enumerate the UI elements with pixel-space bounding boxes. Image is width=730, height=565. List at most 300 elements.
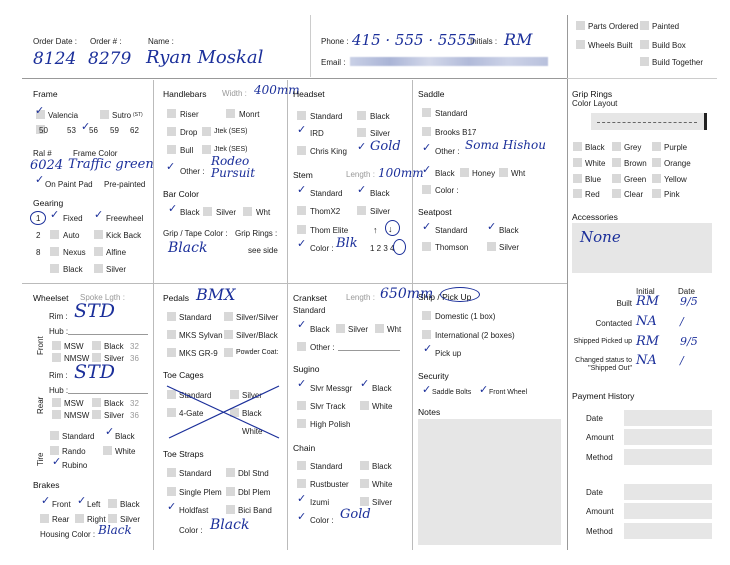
rando-label: Rando <box>62 447 86 456</box>
single-plem-label: Single Plem <box>179 488 222 497</box>
size-59-label: 59 <box>110 126 119 135</box>
sutro-label: Sutro <box>112 111 132 120</box>
thom-elite-checkbox[interactable] <box>297 225 306 234</box>
rear-nmsw-checkbox[interactable] <box>52 410 61 419</box>
check-icon: ✓ <box>422 163 432 176</box>
tracking-initial-value[interactable]: RM <box>636 334 660 349</box>
layout-dashes <box>597 122 697 123</box>
check-icon: ✓ <box>297 510 307 523</box>
drop-checkbox[interactable] <box>167 127 176 136</box>
order-date-label: Order Date : <box>33 37 78 46</box>
grip-color-value[interactable]: Black <box>168 240 208 256</box>
chain-standard-label: Standard <box>310 462 343 471</box>
payment-date-label: Date <box>586 414 603 423</box>
chain-color-value[interactable]: Gold <box>340 507 371 522</box>
check-icon: ✓ <box>297 492 307 505</box>
izumi-label: Izumi <box>310 498 330 507</box>
saddle-other-label: Other : <box>435 147 460 156</box>
holdfast-label: Holdfast <box>179 506 209 515</box>
chain-silver-checkbox[interactable] <box>360 497 369 506</box>
chain-black-label: Black <box>372 462 392 471</box>
grip-white-checkbox[interactable] <box>573 158 582 167</box>
grip-black-label: Black <box>585 143 605 152</box>
initials-label: Initials : <box>470 37 498 46</box>
jtek-checkbox-2[interactable] <box>202 145 211 154</box>
crank-standard-label: Standard <box>293 306 326 315</box>
front-black-checkbox[interactable] <box>92 341 101 350</box>
date-col-label: Date <box>678 287 695 296</box>
strap-color-value[interactable]: Black <box>210 517 250 533</box>
tire-white-label: White <box>115 447 136 456</box>
mks-sylvan-label: MKS Sylvan <box>179 331 223 340</box>
ral-value[interactable]: 6024 <box>30 158 64 173</box>
check-icon: ✓ <box>35 104 45 117</box>
check-icon: ✓ <box>50 208 60 221</box>
bar-wht-label: Wht <box>256 208 271 217</box>
saddle-honey-checkbox[interactable] <box>460 168 469 177</box>
front-nmsw-checkbox[interactable] <box>52 353 61 362</box>
rear-silver-checkbox[interactable] <box>92 410 101 419</box>
sutro-checkbox[interactable] <box>100 110 109 119</box>
auto-checkbox[interactable] <box>50 230 59 239</box>
sugino-white-checkbox[interactable] <box>360 401 369 410</box>
build-together-checkbox[interactable] <box>640 57 649 66</box>
rear-36-label: 36 <box>130 411 139 420</box>
grip-rings-title: Grip Rings <box>572 89 613 99</box>
front-black-label: Black <box>104 342 124 351</box>
grip-black-checkbox[interactable] <box>573 142 582 151</box>
domestic-checkbox[interactable] <box>422 311 431 320</box>
grip-red-checkbox[interactable] <box>573 189 582 198</box>
cage-white-label: White <box>242 427 263 436</box>
gear-1-label: 1 <box>36 214 41 223</box>
bici-band-label: Bici Band <box>238 506 272 515</box>
bar-black-label: Black <box>180 208 200 217</box>
rubino-label: Rubino <box>62 461 88 470</box>
bull-label: Bull <box>180 146 194 155</box>
chain-white-checkbox[interactable] <box>360 479 369 488</box>
wheelset-title: Wheelset <box>33 293 69 303</box>
rear-silver-label: Silver <box>104 411 125 420</box>
payment-amount-label: Amount <box>586 433 614 442</box>
stem-black-label: Black <box>370 189 390 198</box>
circle-mark <box>440 287 480 302</box>
valencia-label: Valencia <box>48 111 79 120</box>
front-msw-checkbox[interactable] <box>52 341 61 350</box>
tire-standard-label: Standard <box>62 432 95 441</box>
on-paint-pad-label: On Paint Pad <box>45 180 93 189</box>
front-rim-value[interactable]: STD <box>74 300 115 322</box>
four-gate-label: 4-Gate <box>179 409 204 418</box>
saddle-wht-checkbox[interactable] <box>499 168 508 177</box>
stem-color-value[interactable]: Blk <box>336 236 358 251</box>
housing-color-value[interactable]: Black <box>98 523 132 537</box>
headset-silver-label: Silver <box>370 129 391 138</box>
initials-value[interactable]: RM <box>504 30 533 49</box>
headset-gold-value[interactable]: Gold <box>370 139 401 154</box>
width-value[interactable]: 400mm <box>254 83 300 97</box>
crank-other-label: Other : <box>310 343 335 352</box>
brakes-black-label: Black <box>120 500 140 509</box>
alfine-checkbox[interactable] <box>94 247 103 256</box>
build-box-checkbox[interactable] <box>640 40 649 49</box>
build-box-label: Build Box <box>652 41 686 50</box>
brakes-left-label: Left <box>87 500 101 509</box>
tire-standard-checkbox[interactable] <box>50 431 59 440</box>
customer-name-value[interactable]: Ryan Moskal <box>146 47 264 68</box>
high-polish-checkbox[interactable] <box>297 419 306 428</box>
dbl-plem-label: Dbl Plem <box>238 488 271 497</box>
pedals-value[interactable]: BMX <box>196 285 236 304</box>
seatpost-black-label: Black <box>499 226 519 235</box>
check-icon: ✓ <box>35 173 45 186</box>
stem-length-value[interactable]: 100mm <box>378 166 424 180</box>
sugino-black-label: Black <box>372 384 392 393</box>
brakes-right-checkbox[interactable] <box>75 514 84 523</box>
size-62-label: 62 <box>130 126 139 135</box>
gear-silver-checkbox[interactable] <box>94 264 103 273</box>
grip-green-label: Green <box>624 175 647 184</box>
grip-orange-checkbox[interactable] <box>652 158 661 167</box>
powder-coat-checkbox[interactable] <box>224 348 233 357</box>
rear-hub-label: Hub : <box>49 386 69 395</box>
rear-nmsw-label: NMSW <box>64 411 90 420</box>
grip-blue-checkbox[interactable] <box>573 174 582 183</box>
saddle-wht-label: Wht <box>511 169 526 178</box>
check-icon: ✓ <box>297 318 307 331</box>
parts-ordered-label: Parts Ordered <box>588 22 639 31</box>
crank-wht-label: Wht <box>387 325 402 334</box>
headset-standard-label: Standard <box>310 112 343 121</box>
gear-silver-label: Silver <box>106 265 127 274</box>
payment-amount-label: Amount <box>586 507 614 516</box>
stem-down-icon: ↓ <box>388 224 393 234</box>
bar-wht-checkbox[interactable] <box>243 207 252 216</box>
grip-grey-label: Grey <box>624 143 642 152</box>
saddle-honey-label: Honey <box>472 169 496 178</box>
check-icon: ✓ <box>297 377 307 390</box>
ral-label: Ral # <box>33 149 52 158</box>
notes-field[interactable] <box>418 419 561 545</box>
crank-black-label: Black <box>310 325 330 334</box>
phone-value[interactable]: 415 · 555 · 5555 <box>352 31 477 49</box>
chris-king-label: Chris King <box>310 147 347 156</box>
check-icon: ✓ <box>41 494 51 507</box>
grip-purple-label: Purple <box>664 143 688 152</box>
thom-elite-label: Thom Elite <box>310 226 349 235</box>
width-label: Width : <box>222 89 247 98</box>
payment-amount-field[interactable] <box>624 429 712 445</box>
crank-length-label: Length : <box>346 293 375 302</box>
saddle-color-checkbox[interactable] <box>422 185 431 194</box>
size-53-label: 53 <box>67 126 76 135</box>
check-icon: ✓ <box>94 208 104 221</box>
saddle-other-value[interactable]: Soma Hishou <box>465 138 546 152</box>
cage-silver-label: Silver <box>242 391 263 400</box>
single-plem-checkbox[interactable] <box>167 487 176 496</box>
crank-silver-checkbox[interactable] <box>336 324 345 333</box>
order-number-value[interactable]: 8279 <box>88 49 132 69</box>
grip-pink-checkbox[interactable] <box>652 189 661 198</box>
name-label: Name : <box>148 37 174 46</box>
grip-tape-label: Grip / Tape Color : <box>163 229 228 238</box>
international-checkbox[interactable] <box>422 330 431 339</box>
check-icon: ✓ <box>297 123 307 136</box>
thomson-checkbox[interactable] <box>422 242 431 251</box>
kickback-checkbox[interactable] <box>94 230 103 239</box>
bici-band-checkbox[interactable] <box>226 505 235 514</box>
front-hub-label: Hub : <box>49 327 69 336</box>
tracking-date-value[interactable]: 9/5 <box>680 335 698 348</box>
alfine-label: Alfine <box>106 248 127 257</box>
payment-method-field[interactable] <box>624 523 712 539</box>
chain-silver-label: Silver <box>372 498 393 507</box>
handlebar-other-value[interactable]: Rodeo Pursuit <box>211 154 256 180</box>
slvr-track-label: Slvr Track <box>310 402 346 411</box>
riser-checkbox[interactable] <box>167 109 176 118</box>
chain-black-checkbox[interactable] <box>360 461 369 470</box>
tracking-date-value[interactable]: / <box>680 354 684 367</box>
mks-gr9-checkbox[interactable] <box>167 348 176 357</box>
parts-ordered-checkbox[interactable] <box>576 21 585 30</box>
brakes-black-checkbox[interactable] <box>108 499 117 508</box>
auto-label: Auto <box>63 231 80 240</box>
accessories-value[interactable]: None <box>580 228 621 246</box>
tire-black-label: Black <box>115 432 135 441</box>
sugino-white-label: White <box>372 402 393 411</box>
headset-title: Headset <box>293 89 325 99</box>
pedal-silver-silver-checkbox[interactable] <box>224 312 233 321</box>
saddle-standard-checkbox[interactable] <box>422 108 431 117</box>
crank-length-value[interactable]: 650mm <box>380 286 434 302</box>
front-32-label: 32 <box>130 342 139 351</box>
front-36-label: 36 <box>130 354 139 363</box>
notes-title: Notes <box>418 407 441 417</box>
crank-silver-label: Silver <box>348 325 369 334</box>
saddle-color-label: Color : <box>435 186 459 195</box>
tracking-initial-value[interactable]: RM <box>636 294 660 309</box>
gear-black-checkbox[interactable] <box>50 264 59 273</box>
rear-msw-checkbox[interactable] <box>52 398 61 407</box>
stem-silver-label: Silver <box>370 207 391 216</box>
housing-color-label: Housing Color : <box>40 530 96 539</box>
jtek-label-1: Jtek (SES) <box>214 128 248 135</box>
saddle-title: Saddle <box>418 89 445 99</box>
painted-label: Painted <box>652 22 680 31</box>
toe-straps-title: Toe Straps <box>163 449 204 459</box>
rear-rim-label: Rim : <box>49 371 68 380</box>
order-date-value[interactable]: 8124 <box>33 49 77 69</box>
brooks-checkbox[interactable] <box>422 127 431 136</box>
brakes-silver-label: Silver <box>120 515 141 524</box>
grip-purple-checkbox[interactable] <box>652 142 661 151</box>
ship-title: Ship / Pick Up <box>418 292 472 302</box>
rando-checkbox[interactable] <box>50 446 59 455</box>
frame-color-value[interactable]: Traffic green <box>68 157 154 172</box>
bull-checkbox[interactable] <box>167 145 176 154</box>
dbl-stnd-label: Dbl Stnd <box>238 469 269 478</box>
ird-label: IRD <box>310 129 324 138</box>
monrt-label: Monrt <box>239 110 260 119</box>
seatpost-title: Seatpost <box>418 207 452 217</box>
pedal-standard-checkbox[interactable] <box>167 312 176 321</box>
check-icon: ✓ <box>479 383 489 396</box>
tracking-date-value[interactable]: 9/5 <box>680 295 698 308</box>
high-polish-label: High Polish <box>310 420 351 429</box>
gear-8-label: 8 <box>36 248 41 257</box>
monrt-checkbox[interactable] <box>226 109 235 118</box>
kickback-label: Kick Back <box>106 231 142 240</box>
chain-standard-checkbox[interactable] <box>297 461 306 470</box>
tracking-row-label: Contacted <box>595 319 632 328</box>
front-wheel-label: Front Wheel <box>489 389 528 396</box>
drop-label: Drop <box>180 128 198 137</box>
headset-silver-checkbox[interactable] <box>357 128 366 137</box>
pre-painted-label: Pre-painted <box>104 180 146 189</box>
powder-coat-label: Powder Coat: <box>236 349 279 356</box>
check-icon: ✓ <box>360 377 370 390</box>
front-label: Front <box>36 336 45 355</box>
accessories-title: Accessories <box>572 212 618 222</box>
grip-green-checkbox[interactable] <box>612 174 621 183</box>
tracking-row-label: Built <box>616 299 632 308</box>
dbl-plem-checkbox[interactable] <box>226 487 235 496</box>
saddle-standard-label: Standard <box>435 109 468 118</box>
freewheel-label: Freewheel <box>106 214 144 223</box>
brakes-title: Brakes <box>33 480 60 490</box>
cage-standard-label: Standard <box>179 391 212 400</box>
pedal-silver-black-checkbox[interactable] <box>224 330 233 339</box>
grip-grey-checkbox[interactable] <box>612 142 621 151</box>
payment-method-label: Method <box>586 453 613 462</box>
see-side-label: see side <box>248 246 278 255</box>
cross-out-mark <box>163 382 283 442</box>
domestic-label: Domestic (1 box) <box>435 312 496 321</box>
stem-standard-label: Standard <box>310 189 343 198</box>
stem-title: Stem <box>293 170 313 180</box>
nexus-label: Nexus <box>63 248 86 257</box>
stem-nums-label: 1 2 3 4 <box>370 244 395 253</box>
handlebars-title: Handlebars <box>163 89 207 99</box>
check-icon: ✓ <box>423 342 433 355</box>
email-value-redacted[interactable] <box>350 57 548 66</box>
pedal-standard-label: Standard <box>179 313 212 322</box>
brakes-rear-checkbox[interactable] <box>40 514 49 523</box>
wheels-built-checkbox[interactable] <box>576 40 585 49</box>
payment-method-label: Method <box>586 527 613 536</box>
gearing-title: Gearing <box>33 198 64 208</box>
international-label: International (2 boxes) <box>435 331 515 340</box>
seatpost-standard-label: Standard <box>435 226 468 235</box>
email-label: Email : <box>321 58 346 67</box>
headset-black-checkbox[interactable] <box>357 111 366 120</box>
tire-white-checkbox[interactable] <box>103 446 112 455</box>
circle-mark <box>393 239 406 255</box>
size-50-label: 50 <box>39 126 48 135</box>
fixed-label: Fixed <box>63 214 83 223</box>
check-icon: ✓ <box>422 383 432 396</box>
color-layout-bar[interactable] <box>591 113 707 130</box>
chris-king-checkbox[interactable] <box>297 146 306 155</box>
rear-rim-value[interactable]: STD <box>74 361 115 383</box>
crank-wht-checkbox[interactable] <box>375 324 384 333</box>
brakes-front-label: Front <box>52 500 71 509</box>
tracking-row-label: Shipped Picked up <box>573 338 632 345</box>
payment-method-field[interactable] <box>624 449 712 465</box>
pedal-silver-black-label: Silver/Black <box>236 331 278 340</box>
saddle-bolts-label: Saddle Bolts <box>432 389 472 396</box>
tracking-date-value[interactable]: / <box>680 315 684 328</box>
mks-sylvan-checkbox[interactable] <box>167 330 176 339</box>
pedals-title: Pedals <box>163 293 189 303</box>
seatpost-silver-checkbox[interactable] <box>487 242 496 251</box>
nexus-checkbox[interactable] <box>50 247 59 256</box>
brakes-right-label: Right <box>87 515 106 524</box>
check-icon: ✓ <box>297 183 307 196</box>
crank-other-checkbox[interactable] <box>297 342 306 351</box>
thomx2-label: ThomX2 <box>310 207 341 216</box>
rustbuster-checkbox[interactable] <box>297 479 306 488</box>
front-rim-label: Rim : <box>49 312 68 321</box>
stem-silver-checkbox[interactable] <box>357 206 366 215</box>
check-icon: ✓ <box>422 141 432 154</box>
tracking-initial-value[interactable]: NA <box>636 353 657 368</box>
sutro-sup: (ST) <box>133 112 143 118</box>
grip-yellow-checkbox[interactable] <box>652 174 661 183</box>
stem-color-label: Color : <box>310 244 334 253</box>
payment-date-field[interactable] <box>624 410 712 426</box>
wheels-built-label: Wheels Built <box>588 41 633 50</box>
headset-standard-checkbox[interactable] <box>297 111 306 120</box>
grip-yellow-label: Yellow <box>664 175 687 184</box>
check-icon: ✓ <box>297 237 307 250</box>
front-msw-label: MSW <box>64 342 84 351</box>
rear-32-label: 32 <box>130 399 139 408</box>
check-icon: ✓ <box>105 425 115 438</box>
grip-blue-label: Blue <box>585 175 602 184</box>
grip-brown-checkbox[interactable] <box>612 158 621 167</box>
slvr-track-checkbox[interactable] <box>297 401 306 410</box>
toe-cages-title: Toe Cages <box>163 370 204 380</box>
painted-checkbox[interactable] <box>640 21 649 30</box>
chain-white-label: White <box>372 480 393 489</box>
payment-date-field[interactable] <box>624 484 712 500</box>
gear-black-label: Black <box>63 265 83 274</box>
brakes-rear-label: Rear <box>52 515 70 524</box>
thomson-label: Thomson <box>435 243 469 252</box>
frame-color-label: Frame Color <box>73 149 118 158</box>
rear-black-checkbox[interactable] <box>92 398 101 407</box>
dbl-stnd-checkbox[interactable] <box>226 468 235 477</box>
check-icon: ✓ <box>487 220 497 233</box>
jtek-checkbox-1[interactable] <box>202 127 211 136</box>
check-icon: ✓ <box>81 120 91 133</box>
strap-standard-checkbox[interactable] <box>167 468 176 477</box>
thomx2-checkbox[interactable] <box>297 206 306 215</box>
pedal-silver-silver-label: Silver/Silver <box>236 313 279 322</box>
payment-amount-field[interactable] <box>624 503 712 519</box>
stem-up-icon: ↑ <box>373 225 378 235</box>
slvr-messgr-label: Slvr Messgr <box>310 384 353 393</box>
brakes-silver-checkbox[interactable] <box>108 514 117 523</box>
tracking-initial-value[interactable]: NA <box>636 314 657 329</box>
build-together-label: Build Together <box>652 58 703 67</box>
phone-label: Phone : <box>321 37 349 46</box>
rustbuster-label: Rustbuster <box>310 480 349 489</box>
bar-silver-checkbox[interactable] <box>203 207 212 216</box>
grip-clear-checkbox[interactable] <box>612 189 621 198</box>
handlebar-other-label: Other : <box>180 167 205 176</box>
